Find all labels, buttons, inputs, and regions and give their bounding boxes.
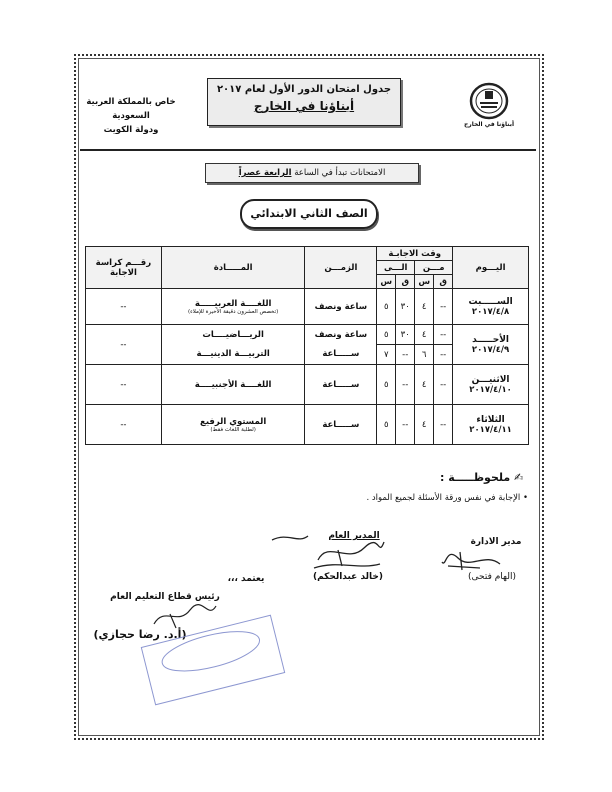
day-date: ٢٠١٧/٤/٩: [471, 344, 510, 355]
notes-heading: [440, 471, 523, 484]
header-booklet: رقـــم كراسة الاجابة: [86, 247, 162, 289]
grade-title: الصف الثاني الابتدائي: [240, 199, 378, 229]
header-duration: الزمـــن: [305, 247, 377, 289]
header-from: مـــن: [415, 261, 453, 275]
subject-name: التربيـــة الدينيـــة: [161, 345, 305, 365]
table-row: [86, 405, 529, 445]
pencil-icon: ✍: [514, 471, 524, 484]
day-cell: [453, 325, 529, 365]
header-title-line1: جدول امتحان الدور الأول لعام ٢٠١٧: [216, 84, 392, 95]
admin-name: (الهام فتحى): [468, 572, 516, 582]
duration: ســـــاعة: [305, 365, 377, 405]
header-subject: المـــــادة: [161, 247, 305, 289]
from-hours: ٤: [415, 289, 434, 325]
to-hours: ٥: [377, 289, 396, 325]
to-hours: ٥: [377, 405, 396, 445]
subject-cell: [161, 289, 305, 325]
to-hours: ٧: [377, 345, 396, 365]
sector-head-name: (أ.د. رضا حجازي): [93, 628, 187, 641]
to-minutes: --: [396, 365, 415, 405]
header-to-m: ق: [396, 275, 415, 289]
subject-name: الريـــاضيــــات: [161, 325, 305, 345]
day-name: الثلاثاء: [476, 414, 505, 425]
from-hours: ٤: [415, 365, 434, 405]
day-name: الأحـــــد: [472, 334, 509, 345]
day-cell: [453, 289, 529, 325]
head-signature: [150, 600, 220, 630]
header-right-text: [79, 95, 183, 137]
subject-note: (لطلبة اللغات فقط): [210, 426, 256, 433]
from-hours: ٦: [415, 345, 434, 365]
subject-name: اللغــــة الأجنبيــــة: [161, 365, 305, 405]
day-date: ٢٠١٧/٤/١١: [469, 424, 512, 435]
booklet-number: --: [86, 289, 162, 325]
header-from-h: س: [415, 275, 434, 289]
to-minutes: ٣٠: [396, 289, 415, 325]
booklet-number: --: [86, 405, 162, 445]
duration: ســـــاعة: [305, 345, 377, 365]
general-manager-name: (خالد عبدالحكم): [312, 572, 384, 582]
table-row: [86, 325, 529, 345]
to-hours: ٥: [377, 325, 396, 345]
day-name: الســـــبت: [468, 296, 513, 307]
notice-highlight: الرابعة عصراً: [238, 168, 292, 178]
day-cell: [453, 405, 529, 445]
notes-heading-text: ملحوظـــــة :: [440, 471, 511, 484]
note-item: • الإجابة في نفس ورقة الأسئلة لجميع المواد .: [366, 493, 528, 503]
admin-signature: [440, 548, 504, 574]
from-minutes: --: [434, 289, 453, 325]
duration: ســـــاعة: [305, 405, 377, 445]
day-date: ٢٠١٧/٤/١٠: [469, 384, 512, 395]
admin-title: مدير الادارة: [470, 537, 522, 547]
header-from-m: ق: [434, 275, 453, 289]
day-cell: [453, 365, 529, 405]
seal-icon: [469, 82, 509, 120]
header-separator: [80, 149, 536, 151]
header-title-line2: أبناؤنا في الخارج: [253, 99, 355, 113]
booklet-number: --: [86, 365, 162, 405]
from-minutes: --: [434, 345, 453, 365]
subject-cell: [161, 405, 305, 445]
header-title-box: [207, 78, 401, 126]
notice-prefix: الامتحانات تبدأ في الساعة: [294, 168, 386, 178]
duration: ساعة ونصف: [305, 289, 377, 325]
general-manager-title: المدير العام: [328, 531, 380, 541]
duration: ساعة ونصف: [305, 325, 377, 345]
header-right-line2: ودولة الكويت: [103, 125, 159, 135]
from-minutes: --: [434, 405, 453, 445]
approval-label: يعتمد ،،،: [227, 574, 265, 584]
from-hours: ٤: [415, 405, 434, 445]
table-row: [86, 289, 529, 325]
day-name: الاثنيـــن: [471, 374, 510, 385]
to-minutes: ٣٠: [396, 325, 415, 345]
sector-head-title: رئيس قطاع التعليم العام: [110, 592, 220, 602]
start-time-notice: [205, 163, 419, 183]
header-to-h: س: [377, 275, 396, 289]
header-exam-time: وقت الاجابـة: [377, 247, 453, 261]
to-hours: ٥: [377, 365, 396, 405]
header-right-line1: خاص بالمملكة العربية السعودية: [86, 97, 176, 121]
subject-note: (تخصص العشرون دقيقة الأخيرة للإملاء): [188, 308, 279, 315]
from-minutes: --: [434, 325, 453, 345]
to-minutes: --: [396, 405, 415, 445]
exam-schedule-table: [85, 246, 529, 445]
booklet-number: --: [86, 325, 162, 365]
logo-caption: أبناؤنا في الخارج: [463, 121, 515, 128]
header-to: الـــى: [377, 261, 415, 275]
subject-name: المستوي الرفيع: [200, 416, 267, 427]
ministry-logo: [458, 82, 520, 132]
from-minutes: --: [434, 365, 453, 405]
gm-signature: [268, 530, 388, 572]
to-minutes: --: [396, 345, 415, 365]
subject-name: اللغــــة العربيـــــة: [194, 298, 272, 309]
day-date: ٢٠١٧/٤/٨: [471, 306, 510, 317]
header-day: اليـــوم: [453, 247, 529, 289]
table-row: [86, 365, 529, 405]
from-hours: ٤: [415, 325, 434, 345]
